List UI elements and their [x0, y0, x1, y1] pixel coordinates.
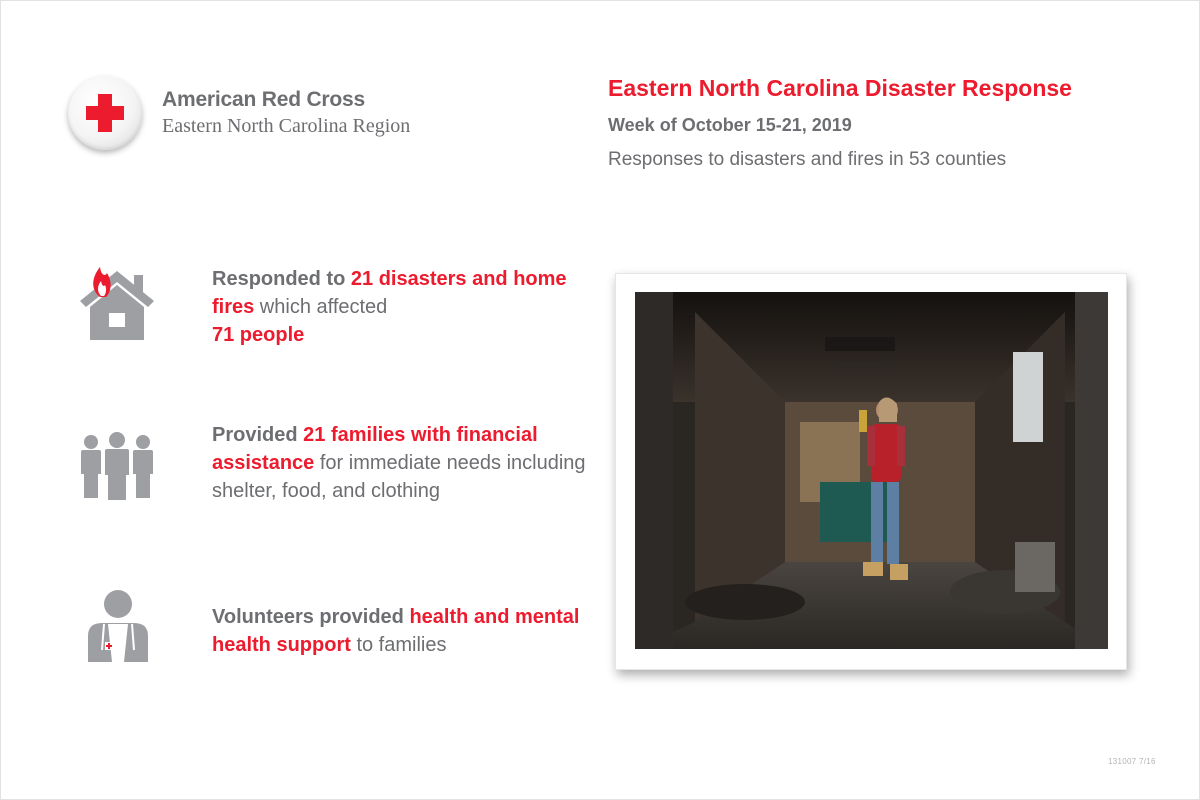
- stat-text: Volunteers provided: [212, 606, 410, 628]
- volunteer-icon: [86, 590, 150, 662]
- report-subtitle: Responses to disasters and fires in 53 counties: [608, 149, 1007, 170]
- stat-highlight: 71 people: [212, 324, 305, 346]
- stat-families: [212, 421, 607, 505]
- stat-disasters: [212, 265, 612, 349]
- org-region: Eastern North Carolina Region: [162, 115, 411, 137]
- disaster-photo: [615, 273, 1127, 670]
- logo-text: [162, 88, 410, 138]
- org-name: American Red Cross: [162, 88, 365, 111]
- red-cross-badge: [68, 76, 142, 150]
- red-cross-logo: [68, 76, 410, 150]
- stat-text: for immediate needs including shelter, food, and clothing: [212, 452, 586, 502]
- report-week: Week of October 15-21, 2019: [608, 115, 852, 135]
- stat-highlight: 21 families with financial assistance: [212, 424, 538, 474]
- report-title: Eastern North Carolina Disaster Response: [608, 75, 1072, 101]
- stat-highlight: health and mental health support: [212, 606, 580, 656]
- stat-highlight: 21 disasters and home fires: [212, 268, 567, 318]
- document-code: 131007 7/16: [1108, 757, 1156, 766]
- stat-text: Responded to: [212, 268, 351, 290]
- stat-text: to families: [350, 634, 447, 656]
- family-icon: [78, 432, 156, 500]
- photo-image: [635, 292, 1108, 649]
- stat-volunteers: [212, 603, 612, 659]
- house-fire-icon: [78, 265, 156, 341]
- stat-text: Provided: [212, 424, 304, 446]
- stat-text: which affected: [254, 296, 388, 318]
- burned-room-photo: [635, 292, 1108, 649]
- report-header: [608, 74, 1072, 172]
- red-cross-icon: [85, 93, 125, 133]
